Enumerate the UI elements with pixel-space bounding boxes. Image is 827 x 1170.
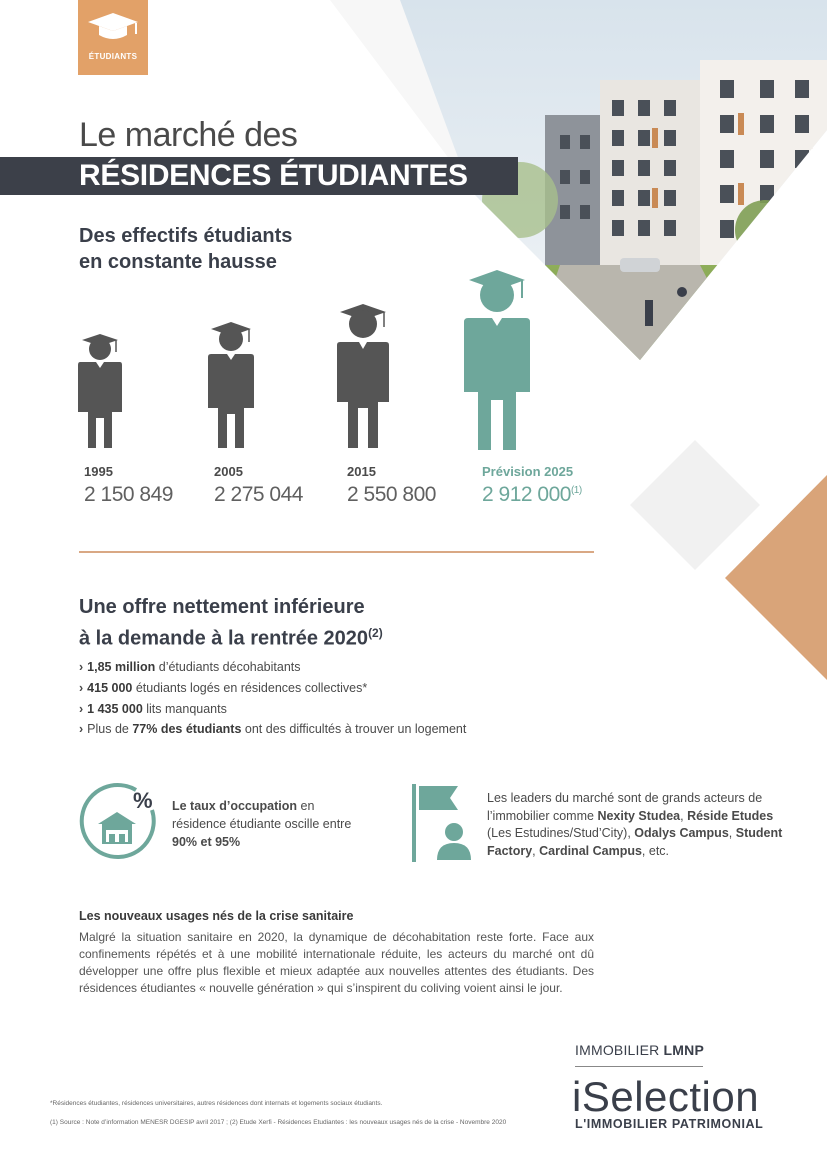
leaders-text1: Les leaders du marché sont de grands acteurs de l’immobilier comme (487, 791, 763, 823)
year-2025: Prévision 2025 (482, 464, 574, 479)
chevron-right-icon: › (79, 681, 84, 695)
flag-person-icon (410, 784, 476, 864)
usage-title: Les nouveaux usages nés de la crise sanitaire (79, 909, 354, 923)
leaders-text (487, 790, 797, 860)
bullet-bold: 77% des étudiants (132, 722, 242, 736)
count-2025 (482, 483, 582, 507)
student-figure-2025-icon (459, 268, 535, 452)
bullet-bold: 1 435 000 (87, 702, 143, 716)
leaders-text3: , etc. (641, 843, 670, 858)
occupancy-text1: en résidence étudiante oscille entre (172, 799, 352, 831)
count-1995: 2 150 849 (84, 483, 173, 506)
graduation-cap-icon (78, 10, 148, 49)
bullet-text: étudiants logés en résidences collectives* (132, 681, 368, 695)
leaders-bold2: Réside Etudes (687, 808, 774, 823)
list-item (79, 702, 227, 716)
section2-title-line1: Une offre nettement inférieure (79, 596, 365, 618)
brand-subtitle: L'IMMOBILIER PATRIMONIAL (575, 1117, 764, 1131)
section1-title-line2: en constante hausse (79, 251, 277, 273)
list-item (79, 681, 367, 695)
usage-body: Malgré la situation sanitaire en 2020, la dynamique de décohabitation reste forte. Face aux confinements répétés et à une mobilité internationale réduite, les acteurs du marché ont dû développer une offre plus flexible et mieux adaptée aux nouvelles attentes des étudiants. Des résidences étudiantes « nouvelle génération » qui s’inspirent du coliving voient ainsi le jour. (79, 930, 594, 995)
occupancy-text (172, 797, 372, 851)
bullet-prefix: Plus de (87, 722, 133, 736)
leaders-sep3: , (532, 843, 540, 858)
page-title-line2: RÉSIDENCES ÉTUDIANTES (79, 159, 468, 192)
bullet-text: lits manquants (142, 702, 227, 716)
page-title-line1: Le marché des (79, 116, 298, 154)
brand-tagline (575, 1042, 704, 1058)
occupancy-bold2: 90% et 95% (172, 835, 241, 849)
bullet-text: ont des difficultés à trouver un logement (241, 722, 467, 736)
leaders-bold4: Student Factory (487, 826, 783, 858)
brand-tagline-bold: LMNP (663, 1042, 705, 1058)
occupancy-house-percent-icon (76, 780, 160, 864)
student-figure-2015-icon (332, 302, 394, 450)
brand-divider (575, 1066, 703, 1067)
badge-label: ÉTUDIANTS (88, 52, 138, 61)
section-divider (79, 551, 594, 553)
footnote-1: *Résidences étudiantes, résidences universitaires, autres résidences dont internats et logements sociaux étudiants. (50, 1100, 383, 1107)
footnote-2: (1) Source : Note d’information MENESR DGESIP avril 2017 ; (2) Etude Xerfi - Résidences Etudiantes : les nouveaux usages nés de la crise - Novembre 2020 (50, 1119, 507, 1126)
bullet-bold: 1,85 million (87, 660, 156, 674)
section1-title (79, 223, 292, 275)
bullet-text: d’étudiants décohabitants (155, 660, 301, 674)
brand-tagline-prefix: IMMOBILIER (575, 1042, 664, 1058)
leaders-text2: (Les Estudines/Stud’City), (487, 826, 635, 840)
chevron-right-icon: › (79, 660, 84, 674)
decorative-diamonds (620, 430, 827, 680)
section1-title-line1: Des effectifs étudiants (79, 225, 293, 247)
leaders-bold1: Nexity Studea (597, 808, 681, 823)
chevron-right-icon: › (79, 702, 84, 716)
count-2025-note: (1) (570, 485, 582, 496)
leaders-sep2: , (728, 826, 736, 840)
section2-title-note: (2) (368, 626, 383, 640)
list-item (79, 660, 301, 674)
section2-title (79, 594, 383, 652)
bullet-bold: 415 000 (87, 681, 133, 695)
section2-title-line2: à la demande à la rentrée 2020 (79, 627, 369, 650)
brand-logo: iSelection (572, 1073, 760, 1120)
student-figure-1995-icon (72, 332, 128, 450)
chevron-right-icon: › (79, 722, 84, 736)
student-figure-2005-icon (203, 320, 259, 450)
year-2005: 2005 (214, 464, 243, 479)
leaders-sep1: , (680, 808, 688, 823)
year-1995: 1995 (84, 464, 113, 479)
count-2005: 2 275 044 (214, 483, 303, 506)
leaders-bold5: Cardinal Campus (539, 843, 642, 858)
section2-title-line2-wrap (79, 620, 383, 652)
list-item (79, 722, 466, 736)
year-2015: 2015 (347, 464, 376, 479)
category-badge (78, 0, 148, 75)
count-2025-value: 2 912 000 (482, 483, 571, 506)
occupancy-bold1: Le taux d’occupation (172, 799, 298, 813)
svg-text:%: % (133, 788, 153, 813)
leaders-bold3: Odalys Campus (634, 826, 729, 840)
count-2015: 2 550 800 (347, 483, 436, 506)
